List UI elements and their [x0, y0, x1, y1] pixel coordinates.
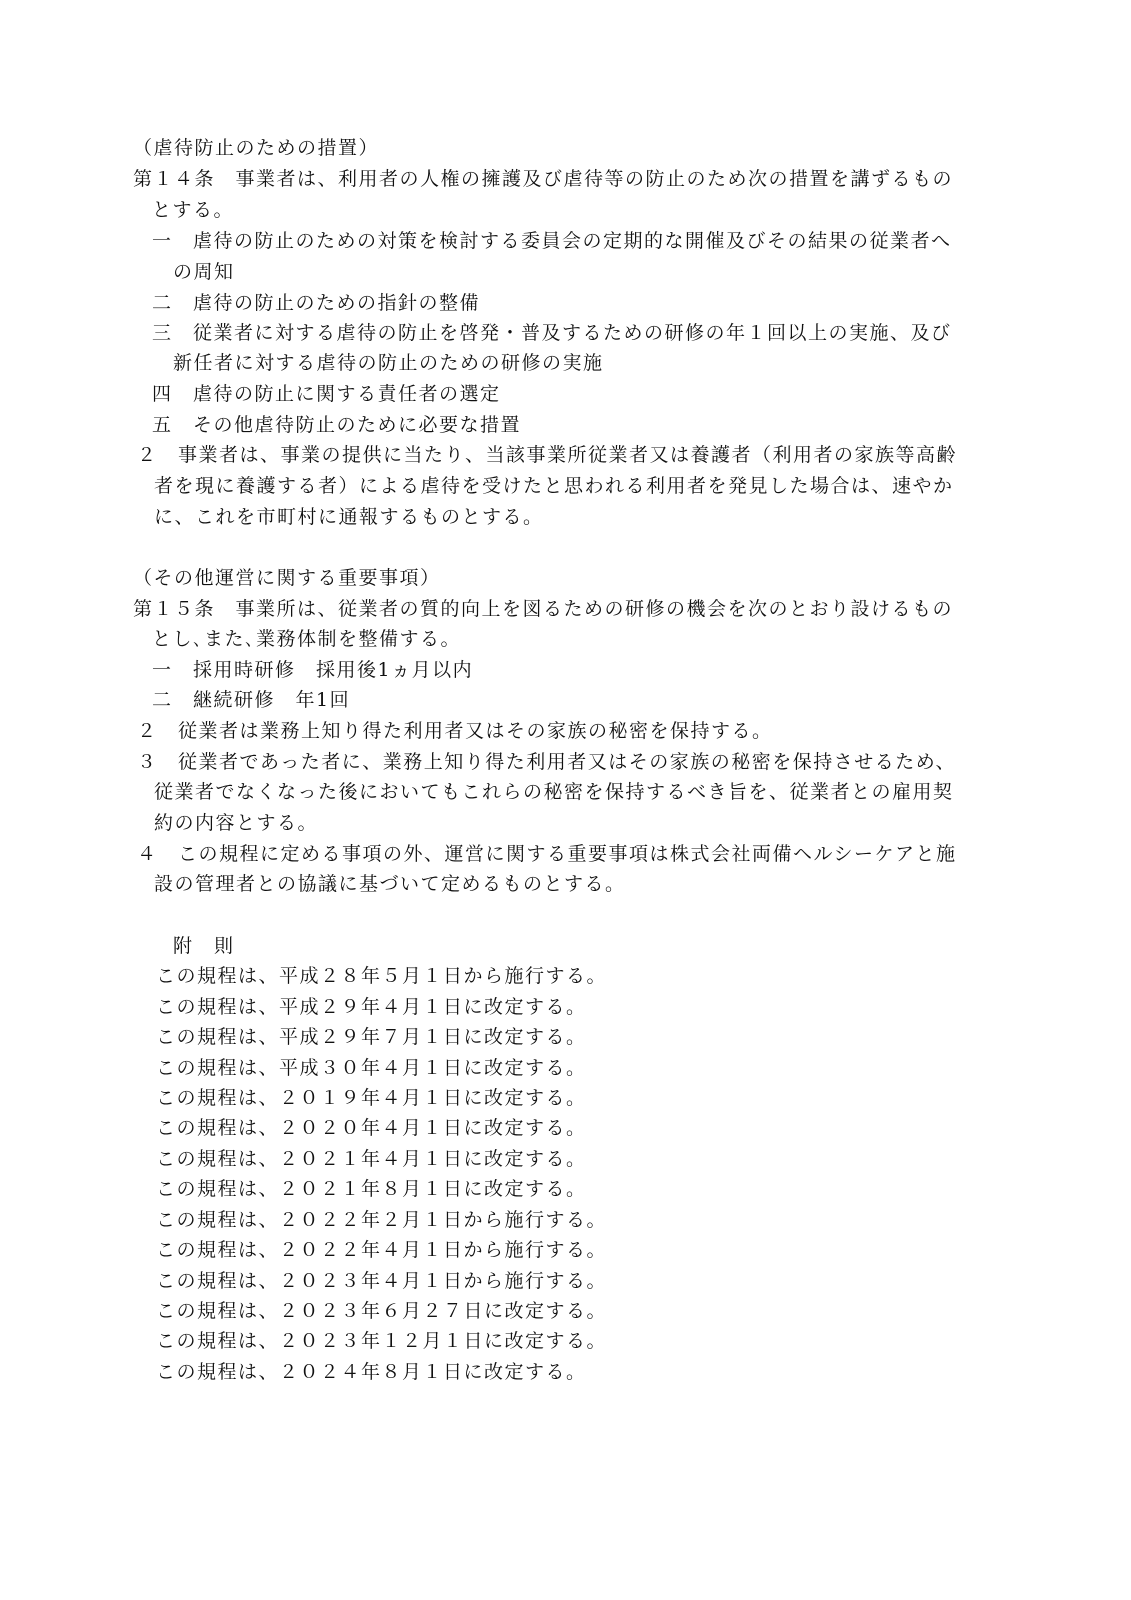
- article15-para2: ２ 従業者は業務上知り得た利用者又はその家族の秘密を保持する。: [137, 720, 773, 742]
- article14-text-line2: とする。: [152, 199, 235, 221]
- article15-text-line2: とし､また､業務体制を整備する。: [152, 628, 462, 650]
- article14-heading: （虐待防止のための措置）: [133, 137, 380, 159]
- article14-item3-line1: 三 従業者に対する虐待の防止を啓発・普及するための研修の年１回以上の実施、及び: [152, 322, 952, 344]
- article15-para3-line1: ３ 従業者であった者に、業務上知り得た利用者又はその家族の秘密を保持させるため、: [137, 751, 957, 773]
- article14-item2: 二 虐待の防止のための指針の整備: [152, 292, 481, 314]
- supplementary-entry: この規程は、２０２１年８月１日に改定する。: [156, 1178, 587, 1200]
- supplementary-entry: この規程は、平成３０年４月１日に改定する。: [156, 1057, 587, 1079]
- article15-text-line1: 第１５条 事業所は、従業者の質的向上を図るための研修の機会を次のとおり設けるもの: [133, 598, 954, 620]
- supplementary-entry: この規程は、２０２４年８月１日に改定する。: [156, 1361, 587, 1383]
- supplementary-entry: この規程は、２０１９年４月１日に改定する。: [156, 1087, 587, 1109]
- article15-para4-line1: ４ この規程に定める事項の外、運営に関する重要事項は株式会社両備ヘルシーケアと施: [137, 843, 957, 865]
- supplementary-entry: この規程は、平成２８年５月１日から施行する。: [156, 965, 608, 987]
- supplementary-entry: この規程は、２０２３年１２月１日に改定する。: [156, 1330, 608, 1352]
- article14-item5: 五 その他虐待防止のために必要な措置: [152, 414, 522, 436]
- article15-item1: 一 採用時研修 採用後1ヵ月以内: [152, 659, 474, 681]
- article14-para2-line3: に、これを市町村に通報するものとする。: [154, 506, 544, 528]
- article14-item1-line2: の周知: [173, 261, 235, 283]
- article14-item3-line2: 新任者に対する虐待の防止のための研修の実施: [173, 352, 604, 374]
- supplementary-entry: この規程は、平成２９年７月１日に改定する。: [156, 1026, 587, 1048]
- supplementary-entry: この規程は、２０２３年６月２７日に改定する。: [156, 1300, 608, 1322]
- article14-para2-line1: ２ 事業者は、事業の提供に当たり、当該事業所従業者又は養護者（利用者の家族等高齢: [137, 444, 958, 466]
- supplementary-entry: この規程は、２０２２年４月１日から施行する。: [156, 1239, 608, 1261]
- article14-item1-line1: 一 虐待の防止のための対策を検討する委員会の定期的な開催及びその結果の従業者へ: [152, 230, 952, 252]
- article14-text-line1: 第１４条 事業者は、利用者の人権の擁護及び虐待等の防止のため次の措置を講ずるもの: [133, 168, 954, 190]
- supplementary-entry: この規程は、２０２３年４月１日から施行する。: [156, 1270, 608, 1292]
- supplementary-entry: この規程は、２０２２年２月１日から施行する。: [156, 1209, 608, 1231]
- supplementary-title: 附 則: [173, 935, 235, 957]
- supplementary-entry: この規程は、２０２１年４月１日に改定する。: [156, 1148, 587, 1170]
- article15-heading: （その他運営に関する重要事項）: [133, 567, 441, 589]
- article14-para2-line2: 者を現に養護する者）による虐待を受けたと思われる利用者を発見した場合は、速やか: [154, 475, 954, 497]
- supplementary-entry: この規程は、２０２０年４月１日に改定する。: [156, 1117, 587, 1139]
- article15-item2: 二 継続研修 年1回: [152, 689, 351, 711]
- article15-para3-line3: 約の内容とする。: [154, 812, 319, 834]
- supplementary-entry: この規程は、平成２９年４月１日に改定する。: [156, 996, 587, 1018]
- article15-para4-line2: 設の管理者との協議に基づいて定めるものとする。: [154, 873, 626, 895]
- article15-para3-line2: 従業者でなくなった後においてもこれらの秘密を保持するべき旨を、従業者との雇用契: [154, 781, 954, 803]
- article14-item4: 四 虐待の防止に関する責任者の選定: [152, 383, 501, 405]
